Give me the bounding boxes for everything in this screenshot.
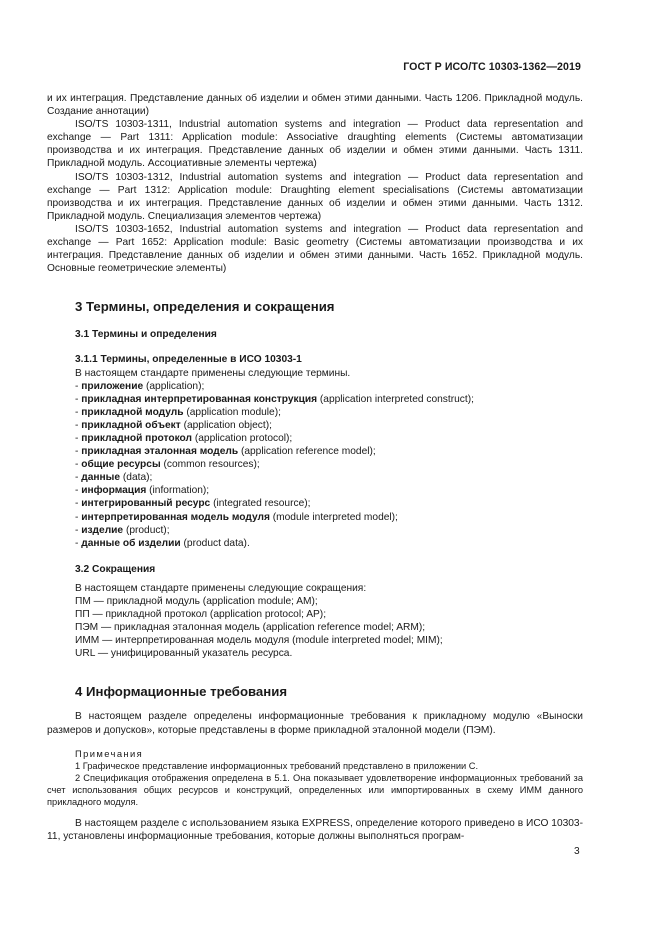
note-1: 1 Графическое представление информационных требований представлено в приложении С. (75, 760, 479, 771)
term-item: - приложение (application); (75, 380, 205, 392)
page-number: 3 (574, 846, 580, 857)
term-item: - информация (information); (75, 485, 210, 497)
notes-heading: Примечания (75, 747, 144, 759)
abbr-item: ИММ — интерпретированная модель модуля (module interpreted model; MIM); (75, 635, 443, 647)
subsection-3-1-1-heading: 3.1.1 Термины, определенные в ИСО 10303-1 (75, 354, 302, 366)
section-4-heading: 4 Информационные требования (75, 684, 288, 700)
abbr-list (75, 595, 583, 660)
term-item: - прикладной протокол (application protocol); (75, 432, 293, 444)
page-content (47, 92, 583, 843)
section-4-paragraph-2: В настоящем разделе с использованием языка EXPRESS, определение которого приведено в ИСО 10303-11, установлены информационные требования, которые должны выполняться програм- (47, 817, 583, 842)
abbr-item: ПП — прикладной протокол (application protocol; AP); (75, 609, 327, 621)
terms-intro: В настоящем стандарте применены следующие термины. (75, 367, 351, 379)
subsection-3-2-heading: 3.2 Сокращения (75, 563, 156, 575)
term-item: - прикладной модуль (application module); (75, 406, 281, 418)
term-item: - общие ресурсы (common resources); (75, 459, 260, 471)
section-4-paragraph-1: В настоящем разделе определены информационные требования к прикладному модулю «Выноски размеров и допусков», которые представлены в форме прикладной эталонной модели (ПЭМ). (47, 711, 583, 736)
abbr-intro: В настоящем стандарте применены следующие сокращения: (75, 582, 367, 594)
term-item: - изделие (product); (75, 524, 170, 536)
reference-1311: ISO/TS 10303-1311, Industrial automation systems and integration — Product data representation and exchange — Part 1311: Application module: Associative draughting elements (Системы автоматизации производства и их интеграция. Представление данных об изделии и обмен этими данными. Часть 1311. Прикладной модуль. Ассоциативные элементы чертежа) (47, 119, 583, 170)
term-item: - данные (data); (75, 472, 153, 484)
reference-continuation: и их интеграция. Представление данных об изделии и обмен этими данными. Часть 1206. Прикладной модуль. Создание аннотации) (47, 93, 583, 118)
abbr-item: URL — унифицированный указатель ресурса. (75, 648, 293, 660)
reference-1652: ISO/TS 10303-1652, Industrial automation systems and integration — Product data representation and exchange — Part 1652: Application module: Basic geometry (Системы автоматизации производства и их интеграция. Представление данных об изделии и обмен этими данными. Часть 1652. Прикладной модуль. Основные геометрические элементы) (47, 223, 583, 275)
term-item: - прикладная интерпретированная конструкция (application interpreted construct); (75, 393, 474, 405)
abbr-item: ПЭМ — прикладная эталонная модель (application reference model; ARM); (75, 622, 426, 634)
section-3-heading: 3 Термины, определения и сокращения (75, 299, 335, 315)
note-2: 2 Спецификация отображения определена в 5.1. Она показывает удовлетворение информационных требований за счет использования общих ресурсов и конструкций, определенных или импортированных в схему ИММ данного прикладного модуля. (47, 772, 583, 808)
term-item: - интегрированный ресурс (integrated resource); (75, 498, 311, 510)
term-item: - прикладная эталонная модель (application reference model); (75, 446, 376, 458)
terms-list (75, 380, 583, 550)
term-item: - прикладной объект (application object); (75, 419, 272, 431)
reference-1312: ISO/TS 10303-1312, Industrial automation systems and integration — Product data representation and exchange — Part 1312: Application module: Draughting element specialisations (Системы автоматизации производства и их интеграция. Представление данных об изделии и обмен этими данными. Часть 1312. Прикладной модуль. Специализация элементов чертежа) (47, 171, 583, 222)
subsection-3-1-heading: 3.1 Термины и определения (75, 329, 217, 341)
page-header-title: ГОСТ Р ИСО/ТС 10303-1362—2019 (403, 61, 581, 73)
abbr-item: ПМ — прикладной модуль (application module; AM); (75, 596, 318, 607)
term-item: - данные об изделии (product data). (75, 537, 250, 549)
term-item: - интерпретированная модель модуля (module interpreted model); (75, 511, 398, 523)
